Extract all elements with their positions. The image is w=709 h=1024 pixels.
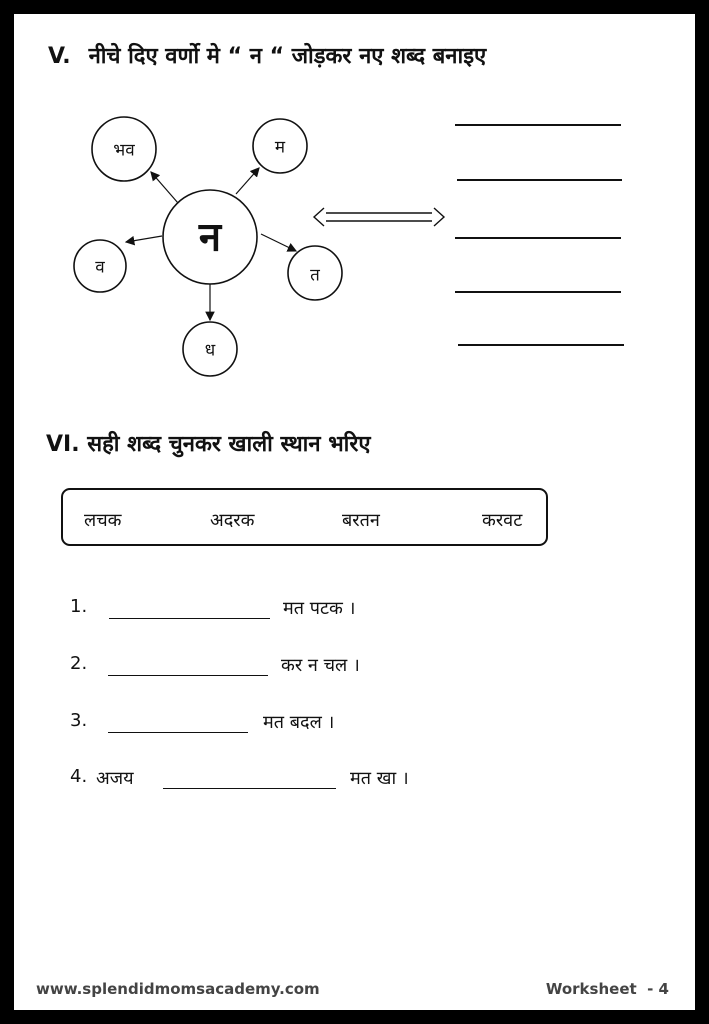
fill-blank[interactable] xyxy=(163,788,336,789)
word-bank-box xyxy=(61,488,548,546)
answer-line[interactable] xyxy=(455,237,621,239)
question-suffix: मत बदल । xyxy=(263,712,335,733)
question-number: 4. xyxy=(70,766,88,787)
arrow-to-bhav xyxy=(151,172,178,203)
bubble-letter-4: त xyxy=(310,265,320,286)
answer-line[interactable] xyxy=(457,179,622,181)
word-bank-item: करवट xyxy=(482,510,523,531)
question-suffix: कर न चल । xyxy=(281,655,360,676)
word-bank-item: लचक xyxy=(84,510,122,531)
letter-web-diagram xyxy=(14,14,695,414)
bubble-letter-3: व xyxy=(95,257,105,278)
footer-worksheet-label: Worksheet - 4 xyxy=(545,980,669,998)
arrow-to-ta xyxy=(261,234,296,251)
bubble-letter-1: भव xyxy=(113,140,135,161)
bubble-letter-5: ध xyxy=(204,340,216,361)
word-bank-item: अदरक xyxy=(210,510,255,531)
section-5-title: नीचे दिए वर्णो मे “ न “ जोड़कर नए शब्द बनाइए xyxy=(88,44,487,69)
question-number: 3. xyxy=(70,710,88,731)
arrow-to-ma xyxy=(236,168,259,194)
question-number: 1. xyxy=(70,596,88,617)
word-bank-item: बरतन xyxy=(342,510,380,531)
fill-blank[interactable] xyxy=(108,675,268,676)
question-prefix: अजय xyxy=(96,768,134,789)
question-number: 2. xyxy=(70,653,88,674)
bubble-letter-2: म xyxy=(274,137,286,158)
question-suffix: मत खा । xyxy=(350,768,409,789)
section-5-number: V. xyxy=(48,44,71,69)
answer-line[interactable] xyxy=(458,344,624,346)
double-arrow-icon xyxy=(314,208,444,226)
footer-website: www.splendidmomsacademy.com xyxy=(36,980,320,998)
arrow-to-va xyxy=(126,236,162,242)
answer-line[interactable] xyxy=(455,124,621,126)
fill-blank[interactable] xyxy=(108,732,248,733)
worksheet-page xyxy=(14,14,695,1010)
section-6-heading: VI. सही शब्द चुनकर खाली स्थान भरिए xyxy=(46,432,371,457)
fill-blank[interactable] xyxy=(109,618,270,619)
center-letter: न xyxy=(198,214,222,261)
answer-line[interactable] xyxy=(455,291,621,293)
question-suffix: मत पटक । xyxy=(283,598,356,619)
